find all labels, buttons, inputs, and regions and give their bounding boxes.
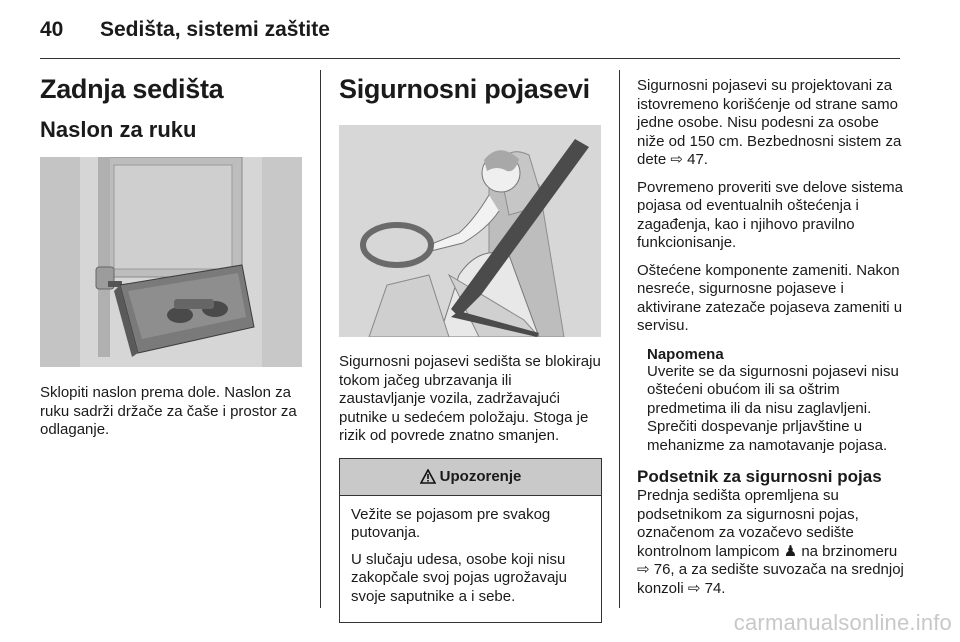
belts-usage-paragraph: Sigurnosni pojasevi su projektovani za istovremeno korišćenje od strane samo jedne osobe. Nisu podesni za osobe niže od 150 cm. Bezbednosni sistem za dete ⇨ 47. (637, 77, 902, 168)
warning-text-1: Vežite se pojasom pre svakog putovanja. (351, 505, 551, 541)
heading-belt-reminder: Podsetnik za sigurnosni pojas (637, 467, 882, 486)
belt-reminder-paragraph: Prednja sedišta opremljena su podsetnikom za sigurnosni pojas, označenom za vozačevo sedište kontrolnom lampicom ♟ na brzinomeru ⇨ 76, a za sedište suvozača na srednjoj konzoli ⇨ 74. (637, 487, 904, 597)
subheading-armrest: Naslon za ruku (40, 117, 197, 142)
page-header (40, 18, 920, 58)
warning-header (340, 459, 601, 496)
note-text: Uverite se da sigurnosni pojasevi nisu oštećeni obućom ili sa oštrim predmetima ili da nisu zaglavljeni. Sprečiti dospevanje prljavštine u mehanizme za namotavanje pojasa. (647, 362, 899, 454)
belts-check-paragraph: Povremeno proveriti sve delove sistema pojasa od eventualnih oštećenja i zagađenja, kao i njihovo pravilno funkcionisanje. (637, 178, 903, 251)
armrest-illustration (40, 157, 302, 367)
column-divider-2 (619, 70, 620, 608)
driver-seatbelt-illustration (339, 125, 601, 337)
page-number: 40 (40, 18, 64, 41)
section-title: Sedišta, sistemi zaštite (100, 18, 330, 41)
warning-box (339, 458, 602, 624)
heading-seat-belts: Sigurnosni pojasevi (339, 74, 590, 104)
warning-title: Upozorenje (439, 468, 522, 485)
column-3 (637, 77, 907, 598)
header-rule (40, 58, 900, 59)
seat-belts-paragraph: Sigurnosni pojasevi sedišta se blokiraju tokom jačeg ubrzavanja ili zaustavljanje vozila, zadržavajući putnike u sedećem položaju. Stoga je rizik od povrede znatno smanjen. (339, 353, 601, 444)
note-block (647, 346, 907, 456)
page-heading-rear-seats: Zadnja sedišta (40, 74, 224, 104)
column-1 (40, 74, 304, 440)
note-title: Napomena (647, 345, 724, 363)
footer-watermark: carmanualsonline.info (733, 610, 952, 635)
warning-body (340, 496, 601, 623)
armrest-paragraph: Sklopiti naslon prema dole. Naslon za ruku sadrži držače za čaše i prostor za odlaganje. (40, 384, 297, 438)
column-divider-1 (320, 70, 321, 608)
warning-triangle-icon (420, 469, 436, 484)
belts-replace-paragraph: Oštećene komponente zameniti. Nakon nesreće, sigurnosne pojaseve i aktivirane zatezače pojaseva zameniti u servisu. (637, 261, 903, 334)
warning-text-2: U slučaju udesa, osobe koji nisu zakopčale svoj pojas ugrožavaju svoje saputnike a i sebe. (351, 550, 567, 605)
column-2 (339, 74, 602, 623)
